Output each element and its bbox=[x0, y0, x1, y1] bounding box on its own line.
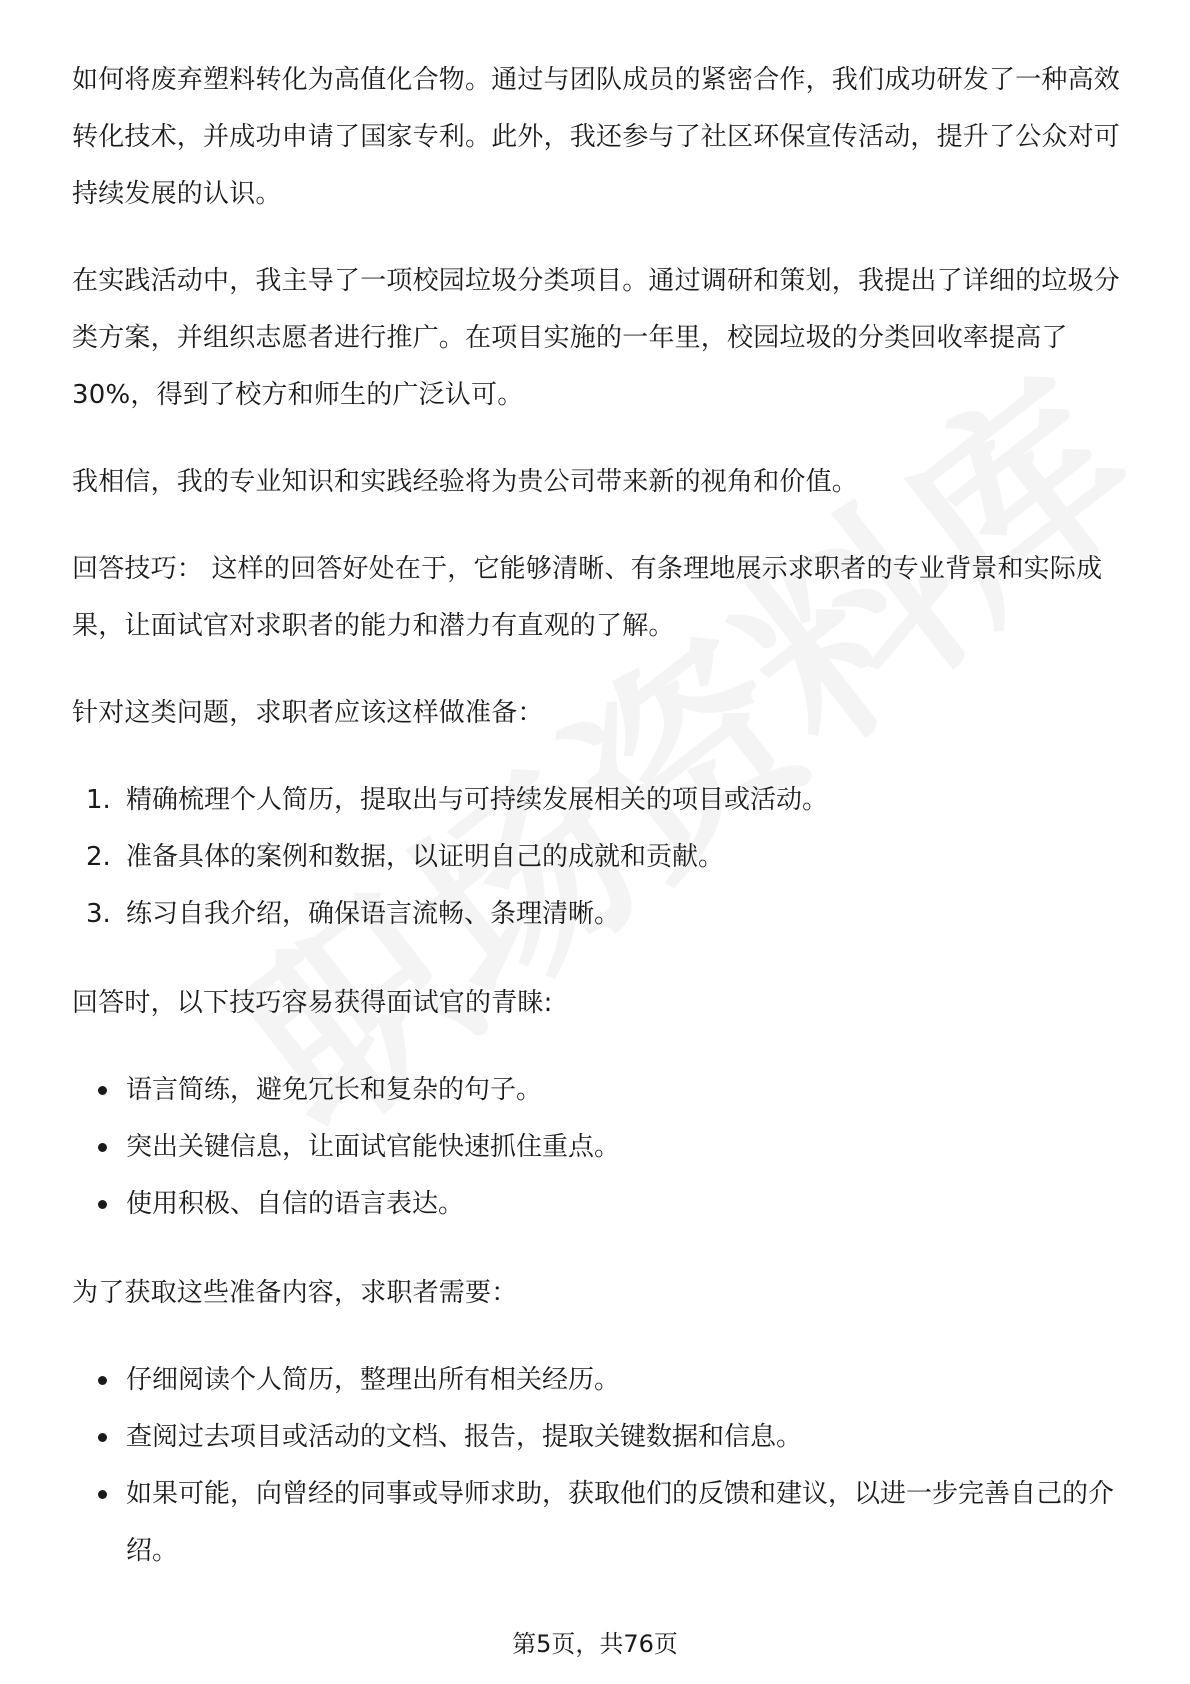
paragraph-plastic-research: 如何将废弃塑料转化为高值化合物。通过与团队成员的紧密合作，我们成功研发了一种高效转化技术，并成功申请了国家专利。此外，我还参与了社区环保宣传活动，提升了公众对可持续发展的认识。 bbox=[72, 65, 1121, 209]
prep-list bbox=[72, 772, 1132, 943]
paragraph-campus-project: 在实践活动中，我主导了一项校园垃圾分类项目。通过调研和策划，我提出了详细的垃圾分类方案，并组织志愿者进行推广。在项目实施的一年里，校园垃圾的分类回收率提高了30%，得到了校方和师生的广泛认可。 bbox=[72, 266, 1121, 410]
paragraph-answer-tip: 回答技巧： 这样的回答好处在于，它能够清晰、有条理地展示求职者的专业背景和实际成果，让面试官对求职者的能力和潜力有直观的了解。 bbox=[72, 554, 1103, 641]
paragraph-prep-intro: 针对这类问题，求职者应该这样做准备： bbox=[72, 698, 544, 728]
list-item bbox=[72, 1119, 1132, 1176]
list-item bbox=[72, 1062, 1132, 1119]
paragraph-belief: 我相信，我的专业知识和实践经验将为贵公司带来新的视角和价值。 bbox=[72, 467, 859, 497]
list-item-text: 练习自我介绍，确保语言流畅、条理清晰。 bbox=[126, 899, 621, 929]
list-item-text: 语言简练，避免冗长和复杂的句子。 bbox=[126, 1075, 543, 1105]
list-number: 3. bbox=[86, 899, 111, 929]
bullet-icon bbox=[98, 1200, 107, 1209]
list-item bbox=[72, 829, 1132, 886]
bullet-icon bbox=[98, 1376, 107, 1385]
list-item-text: 精确梳理个人简历，提取出与可持续发展相关的项目或活动。 bbox=[126, 785, 829, 815]
paragraph-gather-intro: 为了获取这些准备内容，求职者需要： bbox=[72, 1278, 518, 1308]
bullet-icon bbox=[98, 1433, 107, 1442]
page-footer: 第5页，共76页 bbox=[512, 1630, 678, 1658]
list-number: 1. bbox=[86, 785, 111, 815]
list-item-text: 准备具体的案例和数据，以证明自己的成就和贡献。 bbox=[126, 842, 725, 872]
bullet-icon bbox=[98, 1086, 107, 1095]
gather-list bbox=[72, 1352, 1132, 1580]
list-item-text: 如果可能，向曾经的同事或导师求助，获取他们的反馈和建议，以进一步完善自己的介绍。 bbox=[126, 1479, 1115, 1566]
list-item-text: 仔细阅读个人简历，整理出所有相关经历。 bbox=[126, 1365, 621, 1395]
bullet-icon bbox=[98, 1143, 107, 1152]
list-item-text: 使用积极、自信的语言表达。 bbox=[126, 1189, 465, 1219]
list-item bbox=[72, 1176, 1132, 1233]
list-number: 2. bbox=[86, 842, 111, 872]
bullet-icon bbox=[98, 1490, 107, 1499]
document-body bbox=[72, 52, 1132, 1612]
list-item bbox=[72, 1466, 1132, 1580]
list-item bbox=[72, 772, 1132, 829]
list-item bbox=[72, 1352, 1132, 1409]
list-item bbox=[72, 886, 1132, 943]
list-item bbox=[72, 1409, 1132, 1466]
tips-list bbox=[72, 1062, 1132, 1233]
list-item-text: 查阅过去项目或活动的文档、报告，提取关键数据和信息。 bbox=[126, 1422, 803, 1452]
list-item-text: 突出关键信息，让面试官能快速抓住重点。 bbox=[126, 1132, 621, 1162]
paragraph-tips-intro: 回答时，以下技巧容易获得面试官的青睐: bbox=[72, 988, 553, 1018]
